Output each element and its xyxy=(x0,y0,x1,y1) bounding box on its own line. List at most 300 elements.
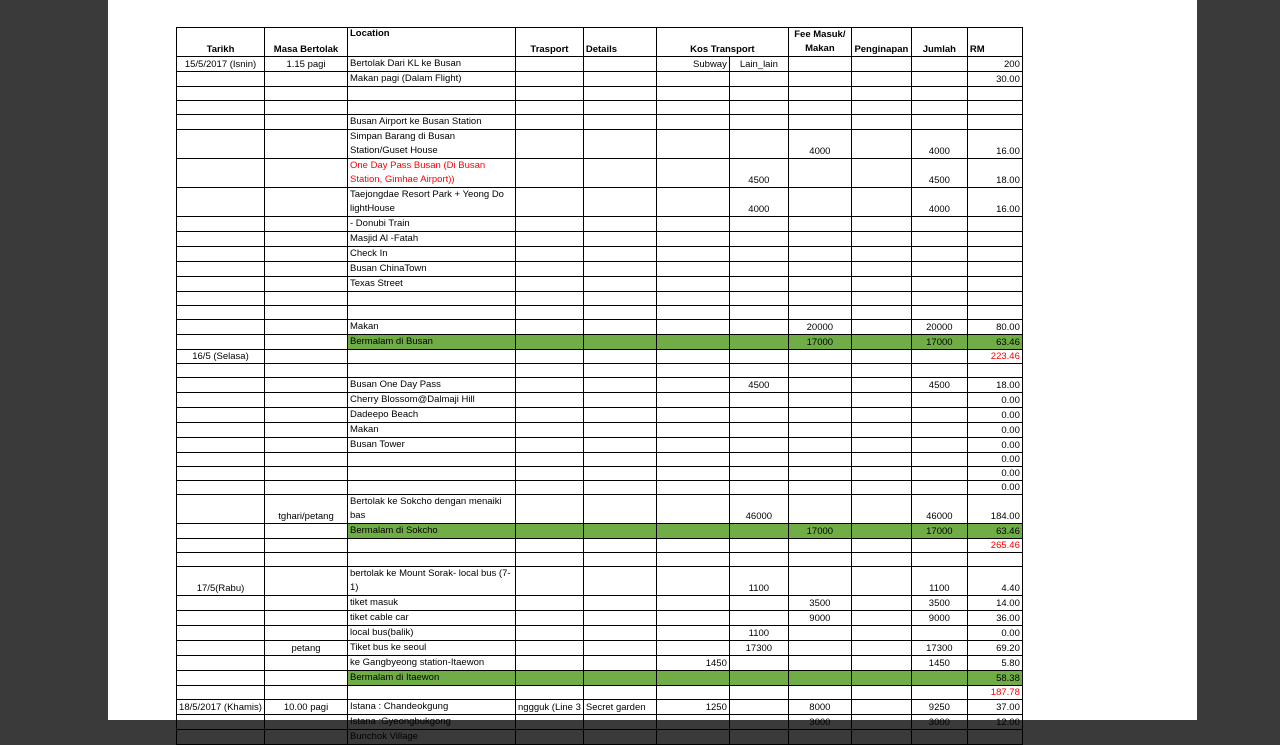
cell-penginapan xyxy=(851,57,911,72)
cell-details xyxy=(583,159,656,188)
cell-jumlah xyxy=(911,364,967,378)
cell-rm: 12.00 xyxy=(967,715,1022,730)
cell-location xyxy=(348,350,516,364)
cell-lain-lain xyxy=(729,364,788,378)
cell-subway xyxy=(656,320,729,335)
table-row xyxy=(177,423,1023,438)
cell-penginapan xyxy=(851,364,911,378)
cell-jumlah xyxy=(911,232,967,247)
cell-tarikh xyxy=(177,438,265,453)
cell-trasport xyxy=(516,596,584,611)
cell-jumlah xyxy=(911,626,967,641)
table-row xyxy=(177,715,1023,730)
cell-subway xyxy=(656,101,729,115)
cell-masa xyxy=(265,217,348,232)
cell-location: One Day Pass Busan (Di Busan Station, Gimhae Airport)) xyxy=(348,159,516,188)
cell-tarikh xyxy=(177,364,265,378)
cell-penginapan xyxy=(851,553,911,567)
cell-details xyxy=(583,524,656,539)
cell-subway xyxy=(656,130,729,159)
cell-tarikh xyxy=(177,72,265,87)
cell-fee-masuk: 9000 xyxy=(788,611,851,626)
spreadsheet-page xyxy=(108,0,1197,742)
cell-fee-masuk xyxy=(788,641,851,656)
cell-penginapan xyxy=(851,715,911,730)
cell-subway xyxy=(656,553,729,567)
header-jumlah: Jumlah xyxy=(911,28,967,57)
cell-trasport xyxy=(516,495,584,524)
cell-lain-lain xyxy=(729,596,788,611)
table-row xyxy=(177,232,1023,247)
cell-masa xyxy=(265,378,348,393)
cell-location xyxy=(348,539,516,553)
cell-lain-lain xyxy=(729,262,788,277)
table-row xyxy=(177,57,1023,72)
cell-tarikh xyxy=(177,87,265,101)
cell-jumlah xyxy=(911,87,967,101)
cell-subway: Subway xyxy=(656,57,729,72)
cell-trasport xyxy=(516,715,584,730)
cell-jumlah xyxy=(911,408,967,423)
cell-details xyxy=(583,656,656,671)
cell-details xyxy=(583,292,656,306)
cell-location xyxy=(348,87,516,101)
cell-fee-masuk xyxy=(788,495,851,524)
cell-jumlah: 4500 xyxy=(911,378,967,393)
cell-location: tiket masuk xyxy=(348,596,516,611)
cell-tarikh xyxy=(177,656,265,671)
cell-trasport xyxy=(516,335,584,350)
cell-details xyxy=(583,350,656,364)
cell-masa xyxy=(265,567,348,596)
cell-details xyxy=(583,495,656,524)
cell-jumlah xyxy=(911,393,967,408)
cell-masa xyxy=(265,438,348,453)
cell-lain-lain xyxy=(729,715,788,730)
cell-details xyxy=(583,553,656,567)
cell-details xyxy=(583,188,656,217)
table-row xyxy=(177,438,1023,453)
cell-fee-masuk xyxy=(788,350,851,364)
cell-rm xyxy=(967,730,1022,745)
cell-rm: 265.46 xyxy=(967,539,1022,553)
cell-masa xyxy=(265,262,348,277)
table-row xyxy=(177,553,1023,567)
cell-rm: 0.00 xyxy=(967,453,1022,467)
cell-location: Istana :Gyeongbukgong xyxy=(348,715,516,730)
cell-fee-masuk xyxy=(788,408,851,423)
cell-jumlah xyxy=(911,553,967,567)
cell-lain-lain xyxy=(729,306,788,320)
cell-jumlah xyxy=(911,262,967,277)
cell-trasport xyxy=(516,188,584,217)
cell-details xyxy=(583,481,656,495)
table-row xyxy=(177,378,1023,393)
cell-jumlah xyxy=(911,539,967,553)
table-row xyxy=(177,320,1023,335)
cell-jumlah xyxy=(911,671,967,686)
header-location: Location xyxy=(348,28,516,57)
cell-masa xyxy=(265,320,348,335)
cell-trasport xyxy=(516,130,584,159)
cell-penginapan xyxy=(851,524,911,539)
cell-subway xyxy=(656,596,729,611)
cell-penginapan xyxy=(851,656,911,671)
cell-penginapan xyxy=(851,495,911,524)
cell-rm: 63.46 xyxy=(967,335,1022,350)
cell-details xyxy=(583,57,656,72)
cell-jumlah xyxy=(911,306,967,320)
cell-penginapan xyxy=(851,87,911,101)
table-row xyxy=(177,306,1023,320)
cell-jumlah xyxy=(911,101,967,115)
cell-fee-masuk xyxy=(788,87,851,101)
cell-rm: 0.00 xyxy=(967,626,1022,641)
cell-location: Busan Airport ke Busan Station xyxy=(348,115,516,130)
cell-lain-lain xyxy=(729,350,788,364)
cell-location: ke Gangbyeong station-Itaewon xyxy=(348,656,516,671)
cell-lain-lain xyxy=(729,232,788,247)
header-trasport: Trasport xyxy=(516,28,584,57)
cell-masa: 1.15 pagi xyxy=(265,57,348,72)
cell-fee-masuk xyxy=(788,730,851,745)
cell-jumlah xyxy=(911,453,967,467)
cell-fee-masuk xyxy=(788,453,851,467)
cell-tarikh xyxy=(177,495,265,524)
cell-details xyxy=(583,423,656,438)
cell-rm xyxy=(967,277,1022,292)
cell-jumlah xyxy=(911,467,967,481)
table-row xyxy=(177,495,1023,524)
cell-masa xyxy=(265,656,348,671)
cell-location xyxy=(348,101,516,115)
cell-penginapan xyxy=(851,262,911,277)
itinerary-table xyxy=(176,27,1023,745)
cell-fee-masuk xyxy=(788,188,851,217)
cell-masa xyxy=(265,364,348,378)
cell-subway xyxy=(656,438,729,453)
cell-rm: 223.46 xyxy=(967,350,1022,364)
cell-location xyxy=(348,453,516,467)
cell-fee-masuk: 20000 xyxy=(788,320,851,335)
cell-fee-masuk: 17000 xyxy=(788,524,851,539)
cell-details xyxy=(583,453,656,467)
cell-masa xyxy=(265,467,348,481)
table-row xyxy=(177,700,1023,715)
cell-location xyxy=(348,553,516,567)
cell-masa xyxy=(265,715,348,730)
cell-details xyxy=(583,306,656,320)
cell-jumlah: 4500 xyxy=(911,159,967,188)
table-row xyxy=(177,539,1023,553)
cell-location: bertolak ke Mount Sorak- local bus (7-1) xyxy=(348,567,516,596)
cell-fee-masuk: 17000 xyxy=(788,335,851,350)
cell-jumlah xyxy=(911,350,967,364)
table-row xyxy=(177,611,1023,626)
cell-rm: 4.40 xyxy=(967,567,1022,596)
cell-lain-lain xyxy=(729,453,788,467)
table-row xyxy=(177,730,1023,745)
cell-details xyxy=(583,393,656,408)
cell-rm: 37.00 xyxy=(967,700,1022,715)
cell-location: Simpan Barang di Busan Station/Guset House xyxy=(348,130,516,159)
cell-subway xyxy=(656,495,729,524)
cell-penginapan xyxy=(851,467,911,481)
cell-rm xyxy=(967,292,1022,306)
cell-lain-lain xyxy=(729,393,788,408)
cell-lain-lain xyxy=(729,115,788,130)
cell-rm xyxy=(967,115,1022,130)
cell-trasport xyxy=(516,159,584,188)
cell-details xyxy=(583,262,656,277)
cell-trasport xyxy=(516,467,584,481)
cell-details xyxy=(583,378,656,393)
cell-fee-masuk xyxy=(788,217,851,232)
cell-penginapan xyxy=(851,115,911,130)
cell-tarikh xyxy=(177,306,265,320)
cell-masa xyxy=(265,306,348,320)
cell-jumlah xyxy=(911,292,967,306)
cell-location: Busan One Day Pass xyxy=(348,378,516,393)
cell-jumlah xyxy=(911,423,967,438)
cell-fee-masuk xyxy=(788,539,851,553)
cell-location xyxy=(348,467,516,481)
cell-trasport xyxy=(516,553,584,567)
cell-masa xyxy=(265,130,348,159)
header-penginapan: Penginapan xyxy=(851,28,911,57)
cell-subway xyxy=(656,715,729,730)
cell-trasport xyxy=(516,378,584,393)
cell-tarikh xyxy=(177,130,265,159)
table-row xyxy=(177,596,1023,611)
cell-fee-masuk xyxy=(788,277,851,292)
cell-tarikh xyxy=(177,481,265,495)
cell-trasport xyxy=(516,115,584,130)
cell-masa xyxy=(265,524,348,539)
cell-masa xyxy=(265,115,348,130)
cell-details xyxy=(583,567,656,596)
cell-lain-lain xyxy=(729,671,788,686)
header-rm: RM xyxy=(967,28,1022,57)
cell-trasport xyxy=(516,247,584,262)
table-row xyxy=(177,686,1023,700)
cell-masa: 10.00 pagi xyxy=(265,700,348,715)
cell-lain-lain xyxy=(729,524,788,539)
cell-subway xyxy=(656,378,729,393)
table-row xyxy=(177,393,1023,408)
table-body xyxy=(177,57,1023,745)
cell-rm: 14.00 xyxy=(967,596,1022,611)
cell-rm: 80.00 xyxy=(967,320,1022,335)
cell-fee-masuk xyxy=(788,393,851,408)
cell-location: Makan xyxy=(348,320,516,335)
cell-masa xyxy=(265,188,348,217)
cell-location xyxy=(348,306,516,320)
cell-tarikh xyxy=(177,686,265,700)
cell-fee-masuk xyxy=(788,626,851,641)
cell-location: Bermalam di Sokcho xyxy=(348,524,516,539)
table-row xyxy=(177,292,1023,306)
cell-rm: 18.00 xyxy=(967,378,1022,393)
cell-trasport xyxy=(516,364,584,378)
table-row xyxy=(177,453,1023,467)
cell-lain-lain: 17300 xyxy=(729,641,788,656)
cell-trasport xyxy=(516,671,584,686)
table-row xyxy=(177,467,1023,481)
cell-location: Bertolak ke Sokcho dengan menaiki bas xyxy=(348,495,516,524)
cell-lain-lain xyxy=(729,277,788,292)
table-row xyxy=(177,567,1023,596)
cell-fee-masuk: 3000 xyxy=(788,715,851,730)
cell-penginapan xyxy=(851,306,911,320)
cell-details xyxy=(583,626,656,641)
cell-penginapan xyxy=(851,730,911,745)
cell-subway xyxy=(656,481,729,495)
cell-trasport xyxy=(516,350,584,364)
cell-details xyxy=(583,730,656,745)
cell-penginapan xyxy=(851,72,911,87)
cell-details xyxy=(583,539,656,553)
table-row xyxy=(177,101,1023,115)
cell-rm: 30.00 xyxy=(967,72,1022,87)
cell-location: Masjid Al -Fatah xyxy=(348,232,516,247)
table-row xyxy=(177,87,1023,101)
cell-trasport xyxy=(516,438,584,453)
table-row xyxy=(177,350,1023,364)
table-row xyxy=(177,671,1023,686)
cell-masa xyxy=(265,453,348,467)
cell-location: Bermalam di Itaewon xyxy=(348,671,516,686)
cell-masa xyxy=(265,671,348,686)
cell-tarikh xyxy=(177,611,265,626)
cell-rm xyxy=(967,306,1022,320)
cell-rm xyxy=(967,364,1022,378)
cell-tarikh xyxy=(177,159,265,188)
cell-subway xyxy=(656,453,729,467)
cell-details xyxy=(583,671,656,686)
cell-jumlah xyxy=(911,686,967,700)
cell-trasport xyxy=(516,730,584,745)
cell-tarikh: 17/5(Rabu) xyxy=(177,567,265,596)
cell-penginapan xyxy=(851,596,911,611)
cell-jumlah: 17000 xyxy=(911,524,967,539)
header-tarikh: Tarikh xyxy=(177,28,265,57)
cell-trasport xyxy=(516,453,584,467)
cell-location: Istana : Chandeokgung xyxy=(348,700,516,715)
cell-trasport xyxy=(516,306,584,320)
cell-rm: 63.46 xyxy=(967,524,1022,539)
cell-subway xyxy=(656,247,729,262)
cell-penginapan xyxy=(851,567,911,596)
cell-details xyxy=(583,438,656,453)
table-row xyxy=(177,262,1023,277)
cell-jumlah: 3000 xyxy=(911,715,967,730)
cell-tarikh xyxy=(177,453,265,467)
cell-fee-masuk xyxy=(788,72,851,87)
cell-tarikh xyxy=(177,335,265,350)
cell-lain-lain xyxy=(729,408,788,423)
cell-location xyxy=(348,364,516,378)
cell-lain-lain: 1100 xyxy=(729,626,788,641)
cell-penginapan xyxy=(851,232,911,247)
cell-lain-lain xyxy=(729,700,788,715)
cell-details xyxy=(583,715,656,730)
cell-location xyxy=(348,292,516,306)
cell-location: Makan xyxy=(348,423,516,438)
cell-masa: petang xyxy=(265,641,348,656)
cell-rm: 69.20 xyxy=(967,641,1022,656)
cell-penginapan xyxy=(851,335,911,350)
cell-masa xyxy=(265,553,348,567)
cell-trasport xyxy=(516,277,584,292)
cell-jumlah: 9000 xyxy=(911,611,967,626)
cell-subway xyxy=(656,335,729,350)
cell-lain-lain xyxy=(729,686,788,700)
cell-details xyxy=(583,101,656,115)
cell-penginapan xyxy=(851,393,911,408)
cell-trasport xyxy=(516,524,584,539)
cell-fee-masuk xyxy=(788,567,851,596)
cell-tarikh xyxy=(177,277,265,292)
cell-tarikh xyxy=(177,292,265,306)
cell-subway xyxy=(656,423,729,438)
cell-rm: 0.00 xyxy=(967,393,1022,408)
cell-trasport xyxy=(516,481,584,495)
cell-location: Makan pagi (Dalam Flight) xyxy=(348,72,516,87)
cell-details xyxy=(583,686,656,700)
cell-tarikh xyxy=(177,262,265,277)
cell-tarikh xyxy=(177,217,265,232)
cell-tarikh: 16/5 (Selasa) xyxy=(177,350,265,364)
cell-jumlah: 4000 xyxy=(911,188,967,217)
cell-rm: 58.38 xyxy=(967,671,1022,686)
cell-masa xyxy=(265,596,348,611)
table-row xyxy=(177,524,1023,539)
header-details: Details xyxy=(583,28,656,57)
cell-masa xyxy=(265,539,348,553)
cell-subway xyxy=(656,364,729,378)
cell-penginapan xyxy=(851,320,911,335)
cell-lain-lain xyxy=(729,539,788,553)
cell-penginapan xyxy=(851,626,911,641)
cell-subway xyxy=(656,730,729,745)
cell-rm: 18.00 xyxy=(967,159,1022,188)
cell-fee-masuk: 8000 xyxy=(788,700,851,715)
cell-subway xyxy=(656,467,729,481)
cell-subway xyxy=(656,115,729,130)
cell-tarikh xyxy=(177,408,265,423)
cell-details xyxy=(583,364,656,378)
cell-subway xyxy=(656,306,729,320)
cell-details xyxy=(583,277,656,292)
cell-penginapan xyxy=(851,481,911,495)
cell-subway xyxy=(656,539,729,553)
cell-subway xyxy=(656,87,729,101)
cell-location xyxy=(348,481,516,495)
cell-lain-lain: 4500 xyxy=(729,159,788,188)
header-masa-bertolak: Masa Bertolak xyxy=(265,28,348,57)
cell-subway xyxy=(656,393,729,408)
cell-tarikh xyxy=(177,539,265,553)
cell-penginapan xyxy=(851,641,911,656)
cell-fee-masuk xyxy=(788,57,851,72)
cell-details xyxy=(583,217,656,232)
cell-subway xyxy=(656,567,729,596)
header-kos-transport: Kos Transport xyxy=(656,28,788,57)
cell-lain-lain xyxy=(729,247,788,262)
cell-subway xyxy=(656,641,729,656)
cell-rm: 184.00 xyxy=(967,495,1022,524)
